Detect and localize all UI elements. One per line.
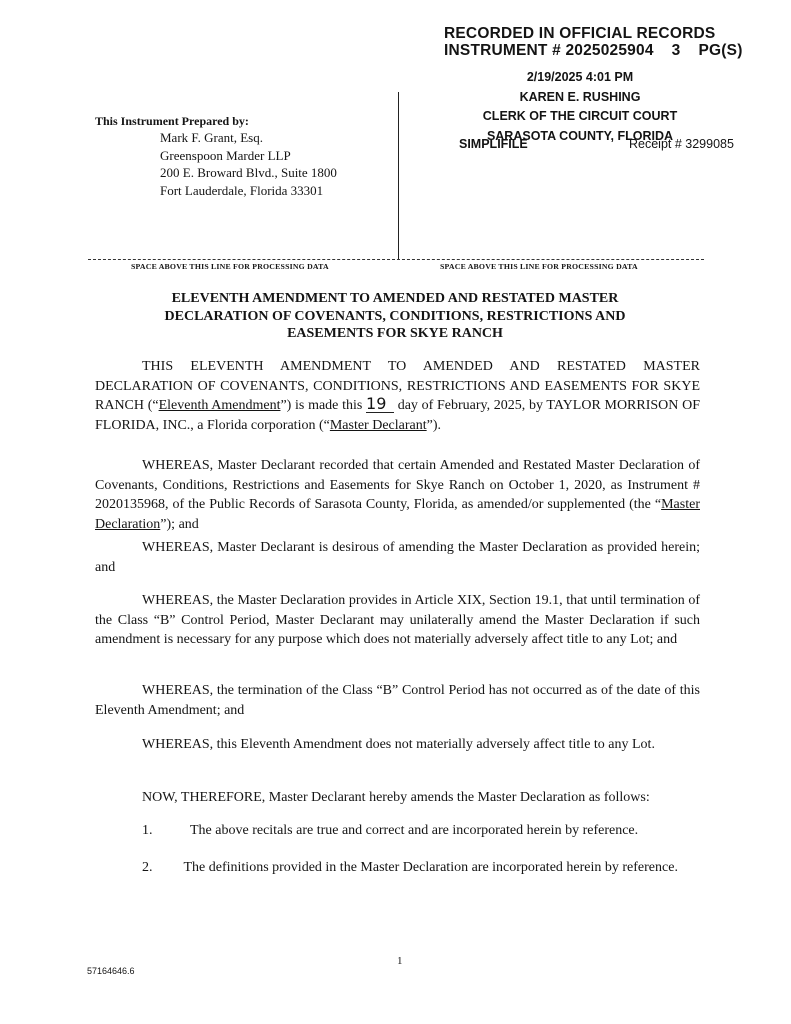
preparer-block	[160, 129, 337, 199]
clerk-name: KAREN E. RUSHING	[519, 89, 641, 104]
preparer-address-line2: Fort Lauderdale, Florida 33301	[160, 182, 324, 198]
whereas-paragraph-3: WHEREAS, the Master Declaration provides in Article XIX, Section 19.1, that until termination of the Class “B” Control Period, Master Declarant may unilaterally amend the Master Declaration if such amendment is necessary for any purpose which does not materially adversely affect title to any Lot; and	[95, 593, 700, 647]
preparer-address-line1: 200 E. Broward Blvd., Suite 1800	[160, 165, 337, 180]
document-id: 57164646.6	[87, 966, 135, 976]
preparer-heading: This Instrument Prepared by:	[95, 114, 249, 128]
instrument-number: INSTRUMENT # 2025025904 3 PG(S)	[444, 42, 743, 59]
defined-term-master-declaration: Master Declaration	[95, 497, 700, 532]
item-1-number: 1.	[142, 823, 153, 838]
recording-stamp	[440, 68, 720, 146]
whereas-paragraph-2: WHEREAS, Master Declarant is desirous of amending the Master Declaration as provided herein; and	[95, 540, 700, 575]
recorded-official-records-heading: RECORDED IN OFFICIAL RECORDS	[444, 25, 716, 42]
item-2-paragraph	[95, 858, 700, 878]
processing-label-right: SPACE ABOVE THIS LINE FOR PROCESSING DATA	[440, 262, 638, 271]
whereas-paragraph-1: WHEREAS, Master Declarant recorded that certain Amended and Restated Master Declaration of Covenants, Conditions, Restrictions and Easements for Skye Ranch on October 1, 2020, as Instrument # 2020135968, of the Public Records of Sarasota County, Florida, as amended/or supplemented (the “Master Declaration”); and	[95, 458, 700, 532]
item-2-number: 2.	[142, 860, 153, 875]
processing-label-left: SPACE ABOVE THIS LINE FOR PROCESSING DATA	[131, 262, 329, 271]
vertical-divider	[398, 92, 399, 260]
preparer-firm: Greenspoon Marder LLP	[160, 147, 291, 163]
recording-datetime: 2/19/2025 4:01 PM	[526, 70, 634, 84]
clerk-title: CLERK OF THE CIRCUIT COURT	[482, 109, 678, 123]
title-line-2: DECLARATION OF COVENANTS, CONDITIONS, RESTRICTIONS AND	[164, 308, 626, 324]
processing-data-line	[88, 259, 704, 261]
defined-term-master-declarant: Master Declarant	[329, 417, 427, 433]
title-line-1: ELEVENTH AMENDMENT TO AMENDED AND RESTATED MASTER	[171, 291, 619, 306]
receipt-number: Receipt # 3299085	[629, 137, 734, 151]
submitter: SIMPLIFILE	[459, 137, 528, 151]
preparer-name: Mark F. Grant, Esq.	[160, 130, 263, 145]
whereas-paragraph-5: WHEREAS, this Eleventh Amendment does not materially adversely affect title to any Lot.	[142, 737, 655, 752]
handwritten-day: 19	[366, 396, 394, 413]
title-line-3: EASEMENTS FOR SKYE RANCH	[287, 326, 503, 341]
item-2-text: The definitions provided in the Master Declaration are incorporated herein by reference.	[183, 860, 678, 875]
now-therefore-paragraph: NOW, THEREFORE, Master Declarant hereby amends the Master Declaration as follows:	[142, 790, 650, 805]
document-title	[100, 290, 690, 343]
intro-paragraph: THIS ELEVENTH AMENDMENT TO AMENDED AND RESTATED MASTER DECLARATION OF COVENANTS, CONDITIONS, RESTRICTIONS AND EASEMENTS FOR SKYE RANCH (“Eleventh Amendment”) is made this 19 day of February, 2025, by TAYLOR MORRISON OF FLORIDA, INC., a Florida corporation (“Master Declarant”).	[95, 359, 700, 433]
whereas-paragraph-4: WHEREAS, the termination of the Class “B” Control Period has not occurred as of the date of this Eleventh Amendment; and	[95, 683, 700, 718]
county-name: SARASOTA COUNTY, FLORIDA	[486, 128, 674, 143]
defined-term-eleventh-amendment: Eleventh Amendment	[158, 398, 281, 413]
item-1-text: The above recitals are true and correct and are incorporated herein by reference.	[190, 823, 639, 838]
page-number: 1	[397, 955, 403, 967]
